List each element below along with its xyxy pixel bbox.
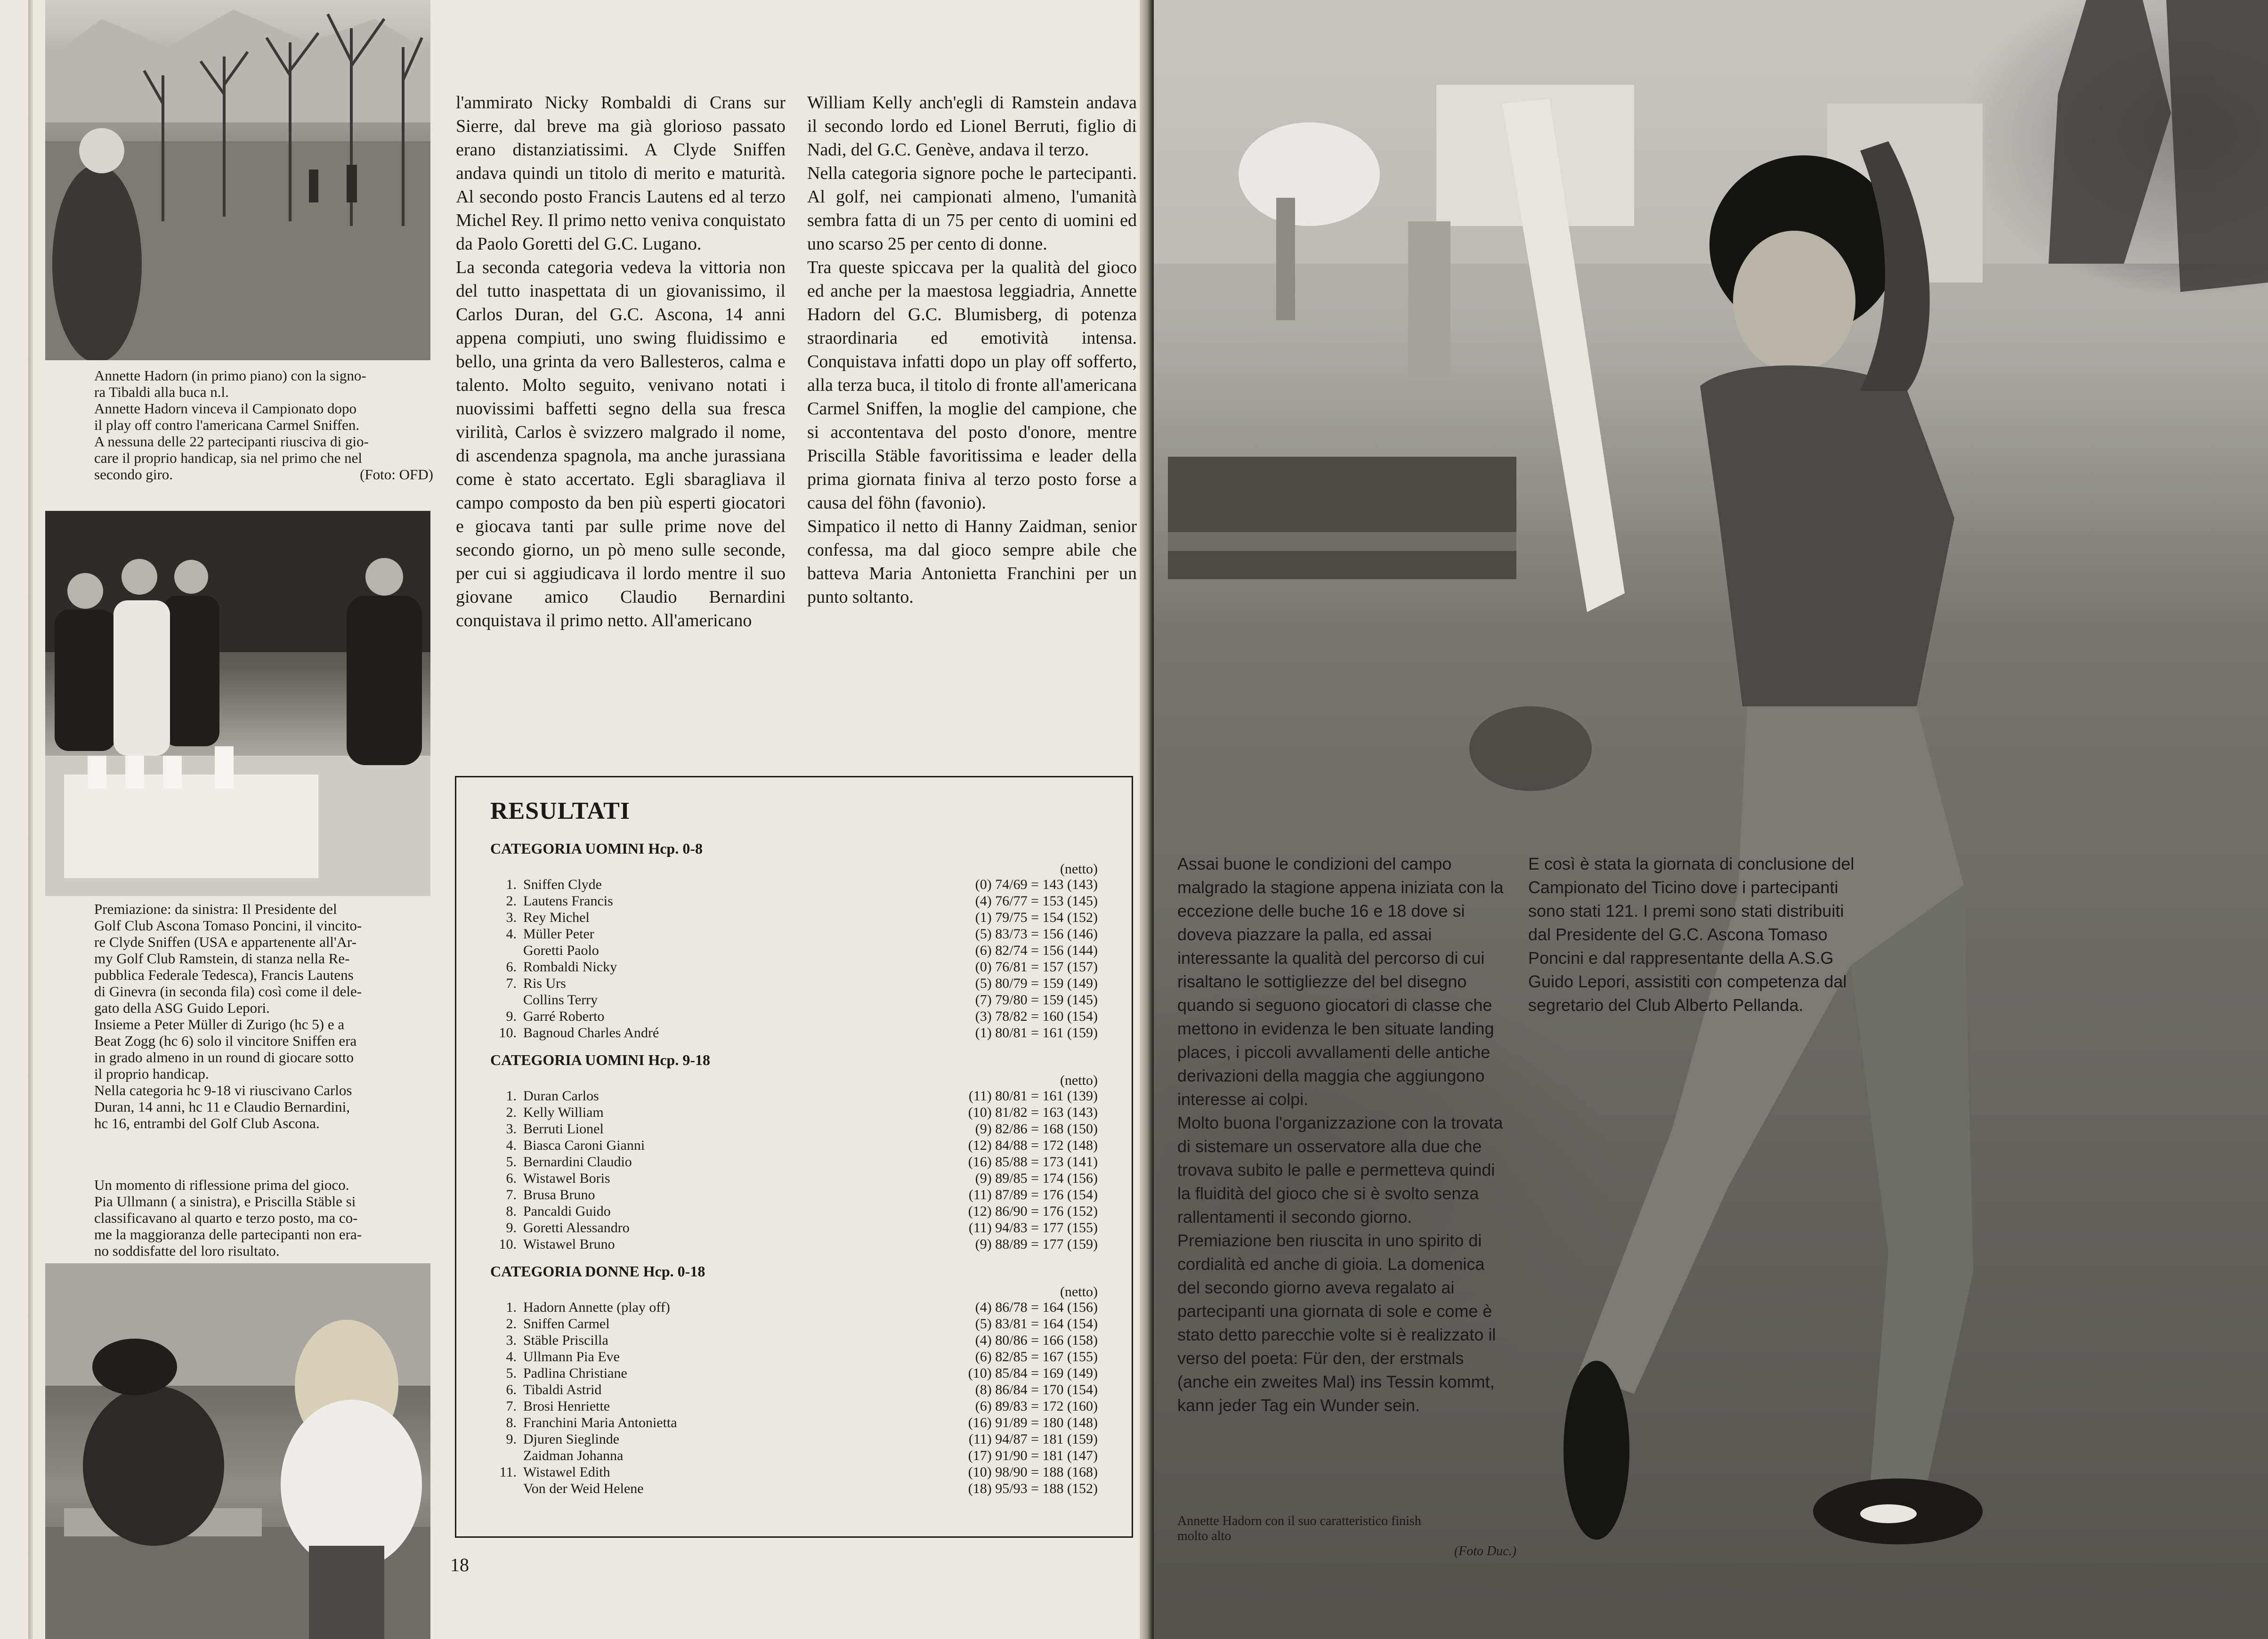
results-score: (7) 79/80 = 159 (145) [975, 992, 1098, 1008]
results-position: 8. [506, 1415, 517, 1430]
results-player-name: Kelly William [523, 1105, 604, 1120]
results-box [455, 776, 1133, 1538]
results-row [490, 975, 1098, 992]
results-player-name: Bagnoud Charles André [523, 1025, 659, 1041]
results-row [490, 992, 1098, 1008]
results-score: (11) 80/81 = 161 (139) [968, 1088, 1098, 1104]
photo-golf-course-drawing [45, 0, 430, 360]
results-player-name: Goretti Alessandro [523, 1220, 630, 1235]
page-number: 18 [450, 1554, 469, 1575]
results-player-name: Goretti Paolo [523, 943, 599, 958]
results-score: (5) 83/81 = 164 (154) [975, 1316, 1098, 1332]
caption-line: di Ginevra (in seconda fila) così come il dele- [94, 983, 362, 1000]
caption-line: Duran, 14 anni, hc 11 e Claudio Bernardini, [94, 1098, 350, 1115]
results-player-name: Ris Urs [523, 976, 566, 991]
results-row [490, 1219, 1098, 1236]
results-score: (1) 80/81 = 161 (159) [975, 1025, 1098, 1041]
results-position [490, 1447, 523, 1464]
results-position: 3. [506, 910, 517, 925]
results-player-name: Padlina Christiane [523, 1365, 627, 1381]
results-category-title: CATEGORIA UOMINI Hcp. 0-8 [490, 840, 703, 857]
results-position: 9. [506, 1220, 517, 1235]
results-position: 4. [506, 926, 517, 942]
article-paragraph: Simpatico il netto di Hanny Zaidman, senior confessa, ma dal gioco sempre abile che batteva Maria Antonietta Franchini per un punto soltanto. [807, 517, 1137, 607]
results-position: 2. [506, 1316, 517, 1332]
results-row [490, 909, 1098, 926]
results-row [490, 1348, 1098, 1365]
caption-hadorn-tibaldi [94, 367, 433, 483]
results-row [490, 942, 1098, 959]
results-score: (0) 76/81 = 157 (157) [975, 959, 1098, 975]
results-score: (5) 80/79 = 159 (149) [975, 976, 1098, 991]
results-score: (10) 98/90 = 188 (168) [968, 1464, 1098, 1480]
results-player-name: Rey Michel [523, 910, 590, 925]
results-row [490, 926, 1098, 942]
results-row [490, 1365, 1098, 1381]
results-position: 5. [506, 1154, 517, 1170]
results-player-name: Ullmann Pia Eve [523, 1349, 620, 1364]
results-row [490, 1170, 1098, 1187]
photo-ullmann-staeble [45, 1263, 430, 1639]
results-position: 6. [506, 959, 517, 975]
caption-line: il proprio handicap. [94, 1066, 209, 1082]
results-player-name: Zaidman Johanna [523, 1448, 624, 1463]
overlay-article-column-1 [1177, 852, 1507, 1417]
caption-line: gato della ASG Guido Lepori. [94, 1000, 270, 1016]
results-category [490, 1051, 1098, 1252]
article-column-left [456, 91, 786, 632]
results-position: 1. [506, 877, 517, 892]
caption-line: Annette Hadorn (in primo piano) con la signo- [94, 367, 366, 384]
results-player-name: Collins Terry [523, 992, 598, 1008]
caption-line: pubblica Federale Tedesca), Francis Lautens [94, 967, 354, 983]
results-score: (4) 80/86 = 166 (158) [975, 1332, 1098, 1348]
results-score: (10) 85/84 = 169 (149) [968, 1365, 1098, 1381]
caption-line: Nella categoria hc 9-18 vi riuscivano Carlos [94, 1082, 352, 1098]
caption-line: Pia Ullmann ( a sinistra), e Priscilla Stäble si [94, 1193, 356, 1210]
caption-line: ra Tibaldi alla buca n.l. [94, 384, 229, 400]
results-title: RESULTATI [490, 798, 631, 824]
results-score: (10) 81/82 = 163 (143) [968, 1105, 1098, 1120]
page-edge [28, 0, 33, 1639]
results-score: (0) 74/69 = 143 (143) [975, 877, 1098, 892]
results-player-name: Bernardini Claudio [523, 1154, 632, 1170]
results-row [490, 1431, 1098, 1447]
caption-line: no soddisfatte del loro risultato. [94, 1243, 280, 1259]
caption-line: my Golf Club Ramstein, di stanza nella Re- [94, 950, 350, 967]
article-paragraph: Tra queste spiccava per la qualità del gioco ed anche per la maestosa leggiadria, Annette Hadorn del G.C. Blumisberg, di potenza straordinaria ed emotività intensa. Conquistava infatti dopo un play off sofferto, alla terza buca, il titolo di fronte all'americana Carmel Sniffen, la moglie del campione, che si accontentava del posto d'onore, mentre Priscilla Stäble favoritissima e leader della prima giornata finiva al terzo posto forse a causa del föhn (favonio). [807, 258, 1137, 513]
overlay-article-column-2 [1528, 852, 1858, 1017]
results-score: (4) 76/77 = 153 (145) [975, 893, 1098, 909]
caption-line: A nessuna delle 22 partecipanti riusciva di gio- [94, 433, 369, 450]
results-player-name: Djuren Sieglinde [523, 1431, 620, 1447]
results-player-name: Sniffen Carmel [523, 1316, 610, 1332]
results-position: 4. [506, 1349, 517, 1364]
results-position: 3. [506, 1332, 517, 1348]
results-position: 3. [506, 1121, 517, 1137]
results-position: 2. [506, 1105, 517, 1120]
results-category-title: CATEGORIA UOMINI Hcp. 9-18 [490, 1051, 710, 1068]
article-paragraph: l'ammirato Nicky Rombaldi di Crans sur Sierre, dal breve ma già glorioso passato erano distanziatissimi. A Clyde Sniffen andava quindi un titolo di merito e maturità. Al secondo posto Francis Lautens ed al terzo Michel Rey. Il primo netto veniva conquistato da Paolo Goretti del G.C. Lugano. [456, 93, 786, 254]
results-position: 8. [506, 1203, 517, 1219]
results-score: (5) 83/73 = 156 (146) [975, 926, 1098, 942]
article-column-right [807, 91, 1137, 609]
results-row [490, 1187, 1098, 1203]
results-row [490, 1236, 1098, 1252]
caption-line: Un momento di riflessione prima del gioco. [94, 1177, 349, 1193]
results-position [490, 992, 523, 1008]
results-position: 7. [506, 976, 517, 991]
results-score: (16) 85/88 = 173 (141) [968, 1154, 1098, 1170]
results-position: 10. [499, 1236, 517, 1252]
caption-line: re Clyde Sniffen (USA e appartenente all'Ar- [94, 934, 357, 950]
results-row [490, 1414, 1098, 1431]
results-player-name: Sniffen Clyde [523, 877, 602, 892]
results-player-name: Brosi Henriette [523, 1398, 610, 1414]
results-row [490, 1088, 1098, 1104]
results-score: (12) 84/88 = 172 (148) [968, 1138, 1098, 1153]
results-position: 9. [506, 1009, 517, 1024]
caption-line: molto alto [1177, 1529, 1231, 1543]
results-position: 5. [506, 1365, 517, 1381]
results-position: 1. [506, 1300, 517, 1315]
results-row [490, 959, 1098, 975]
caption-line: Golf Club Ascona Tomaso Poncini, il vincito- [94, 917, 362, 934]
results-position: 4. [506, 1138, 517, 1153]
results-score: (11) 94/83 = 177 (155) [968, 1220, 1098, 1235]
results-position: 6. [506, 1171, 517, 1186]
photo-caption-hadorn-finish [1177, 1514, 1516, 1559]
caption-line: me la maggioranza delle partecipanti non era- [94, 1226, 362, 1243]
results-score: (18) 95/93 = 188 (152) [968, 1481, 1098, 1496]
right-page-photo [1154, 0, 2268, 1639]
netto-label: (netto) [1060, 1073, 1098, 1088]
results-score: (11) 94/87 = 181 (159) [968, 1431, 1098, 1447]
results-player-name: Pancaldi Guido [523, 1203, 611, 1219]
netto-label: (netto) [1060, 1284, 1098, 1300]
results-score: (12) 86/90 = 176 (152) [968, 1203, 1098, 1219]
results-position: 11. [499, 1464, 517, 1480]
results-score: (9) 89/85 = 174 (156) [975, 1171, 1098, 1186]
results-player-name: Stäble Priscilla [523, 1332, 608, 1348]
results-row [490, 1121, 1098, 1137]
results-player-name: Müller Peter [523, 926, 594, 942]
results-score: (6) 89/83 = 172 (160) [975, 1398, 1098, 1414]
results-score: (4) 86/78 = 164 (156) [975, 1300, 1098, 1315]
results-position: 10. [499, 1025, 517, 1041]
results-row [490, 1025, 1098, 1041]
results-score: (1) 79/75 = 154 (152) [975, 910, 1098, 925]
results-category-title: CATEGORIA DONNE Hcp. 0-18 [490, 1263, 705, 1280]
results-row [490, 1154, 1098, 1170]
results-row [490, 1447, 1098, 1464]
results-player-name: Tibaldi Astrid [523, 1382, 602, 1397]
results-player-name: Wistawel Bruno [523, 1236, 615, 1252]
caption-line: secondo giro. [94, 466, 173, 483]
caption-line: in grado almeno in un round di giocare sotto [94, 1049, 354, 1066]
results-row [490, 876, 1098, 893]
results-row [490, 1316, 1098, 1332]
caption-line: Annette Hadorn vinceva il Campionato dopo [94, 400, 357, 417]
caption-line: Premiazione: da sinistra: Il Presidente del [94, 901, 337, 917]
results-score: (11) 87/89 = 176 (154) [968, 1187, 1098, 1203]
photo-prize-giving [45, 511, 430, 896]
results-row [490, 1398, 1098, 1414]
article-paragraph: Nella categoria signore poche le partecipanti. Al golf, nei campionati almeno, l'umanità sembra fatta di un 75 per cento di uomini ed uno scarso 25 per cento di donne. [807, 163, 1137, 254]
photo-golf-course-hadorn [45, 0, 430, 360]
article-paragraph: William Kelly anch'egli di Ramstein andava il secondo lordo ed Lionel Berruti, figlio di Nadi, del G.C. Genève, andava il terzo. [807, 93, 1137, 160]
results-position [490, 1480, 523, 1497]
caption-last-line [94, 466, 433, 483]
caption-premiazione [94, 901, 433, 1131]
photo-ullmann-staeble-drawing [45, 1263, 430, 1639]
results-player-name: Garré Roberto [523, 1009, 605, 1024]
caption-line: Insieme a Peter Müller di Zurigo (hc 5) e a [94, 1016, 345, 1033]
caption-line: Annette Hadorn con il suo caratteristico finish [1177, 1514, 1421, 1528]
results-categories [490, 840, 1098, 1497]
results-row [490, 1137, 1098, 1154]
results-row [490, 1203, 1098, 1219]
results-player-name: Wistawel Edith [523, 1464, 610, 1480]
results-player-name: Rombaldi Nicky [523, 959, 617, 975]
caption-line: classificavano al quarto e terzo posto, ma co- [94, 1210, 358, 1226]
results-player-name: Brusa Bruno [523, 1187, 595, 1203]
results-position: 9. [506, 1431, 517, 1447]
photo-credit: (Foto Duc.) [1454, 1544, 1516, 1558]
results-player-name: Duran Carlos [523, 1088, 599, 1104]
results-position: 2. [506, 893, 517, 909]
results-row [490, 1464, 1098, 1480]
results-score: (9) 82/86 = 168 (150) [975, 1121, 1098, 1137]
article-paragraph: E così è stata la giornata di conclusione del Campionato del Ticino dove i partecipanti sono stati 121. I premi sono stati distribuiti dal Presidente del G.C. Ascona Tomaso Poncini e dal rappresentante della A.S.G Guido Lepori, assistiti con competenza dal segretario del Club Alberto Pellanda. [1528, 854, 1855, 1015]
caption-line: care il proprio handicap, sia nel primo che nel [94, 450, 362, 466]
results-row [490, 893, 1098, 909]
results-row [490, 1299, 1098, 1316]
results-player-name: Berruti Lionel [523, 1121, 604, 1137]
photo-prize-giving-drawing [45, 511, 430, 896]
results-player-name: Franchini Maria Antonietta [523, 1415, 677, 1430]
results-player-name: Hadorn Annette (play off) [523, 1300, 670, 1315]
results-score: (6) 82/85 = 167 (155) [975, 1349, 1098, 1364]
results-score: (6) 82/74 = 156 (144) [975, 943, 1098, 958]
results-score: (9) 88/89 = 177 (159) [975, 1236, 1098, 1252]
results-row [490, 1480, 1098, 1497]
photo-credit: (Foto: OFD) [360, 466, 433, 483]
results-category [490, 1263, 1098, 1497]
results-position: 6. [506, 1382, 517, 1397]
results-position [490, 942, 523, 959]
results-position: 1. [506, 1088, 517, 1104]
article-paragraph: Premiazione ben riuscita in uno spirito di cordialità ed anche di gioia. La domenica del secondo giorno aveva regalato ai partecipanti una giornata di sole e come è stato detto parecchie volte si è realizzato il verso del poeta: Für den, der erstmals (anche ein zweites Mal) ins Tessin kommt, kann jeder Tag ein Wunder sein. [1177, 1231, 1496, 1415]
results-score: (17) 91/90 = 181 (147) [968, 1448, 1098, 1463]
results-row [490, 1008, 1098, 1025]
results-player-name: Biasca Caroni Gianni [523, 1138, 645, 1153]
article-paragraph: Molto buona l'organizzazione con la trovata di sistemare un osservatore alla due che trovava subito le palle e permetteva quindi la fluidità del gioco che si è svolto senza rallentamenti il secondo giorno. [1177, 1113, 1503, 1227]
results-player-name: Von der Weid Helene [523, 1481, 644, 1496]
results-player-name: Wistawel Boris [523, 1171, 610, 1186]
article-paragraph: Assai buone le condizioni del campo malgrado la stagione appena iniziata con la eccezione delle buche 16 e 18 dove si doveva piazzare la palla, ed assai interessante la qualità del percorso di cui risaltano le sottigliezze del bel disegno quando si seguono giocatori di classe che mettono in evidenza le ben situate landing places, i piccoli avvallamenti delle antiche derivazioni della maggia che aggiungono interesse ai colpi. [1177, 854, 1504, 1109]
article-paragraph: La seconda categoria vedeva la vittoria non del tutto inaspettata di un giovanissimo, il Carlos Duran, del G.C. Ascona, 14 anni appena compiuti, uno swing fluidissimo e bello, una grinta da vero Ballesteros, calma e talento. Molto seguito, venivano notati i nuovissimi baffetti segno della sua fresca virilità, Carlos è svizzero malgrado il nome, di ascendenza spagnola, ma anche jurassiana come è stato accertato. Egli sbaragliava il campo composto da ben più esperti giocatori e giocava tanti par sulle prime nove del secondo giorno, un pò meno sulle seconde, per cui si aggiudicava il lordo mentre il suo giovane amico Claudio Bernardini conquistava il primo netto. All'americano [456, 258, 786, 630]
results-position: 7. [506, 1187, 517, 1203]
results-row [490, 1332, 1098, 1348]
caption-line: Beat Zogg (hc 6) solo il vincitore Sniffen era [94, 1033, 357, 1049]
caption-line: il play off contro l'americana Carmel Sniffen. [94, 417, 360, 433]
results-row [490, 1381, 1098, 1398]
results-score: (8) 86/84 = 170 (154) [975, 1382, 1098, 1397]
results-player-name: Lautens Francis [523, 893, 613, 909]
results-row [490, 1104, 1098, 1121]
netto-label: (netto) [1060, 861, 1098, 877]
results-score: (3) 78/82 = 160 (154) [975, 1009, 1098, 1024]
caption-riflessione [94, 1177, 433, 1259]
results-score: (16) 91/89 = 180 (148) [968, 1415, 1098, 1430]
caption-line: hc 16, entrambi del Golf Club Ascona. [94, 1115, 320, 1131]
results-category [490, 840, 1098, 1041]
results-position: 7. [506, 1398, 517, 1414]
